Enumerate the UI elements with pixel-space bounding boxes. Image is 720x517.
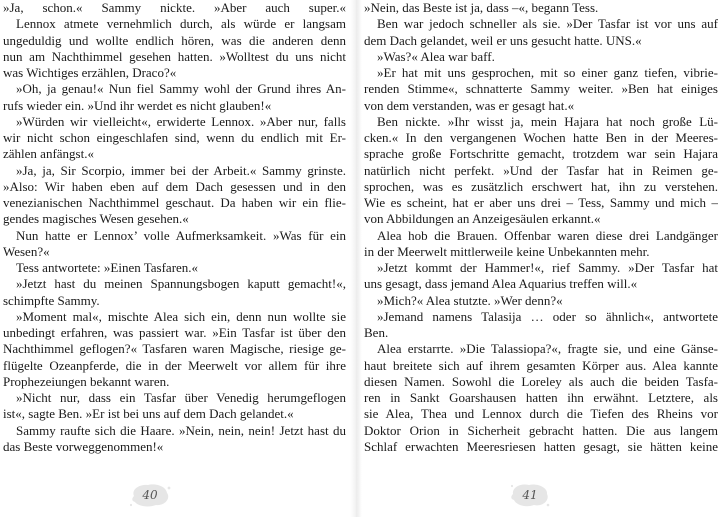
text-line: »Also: Wir haben eben auf dem Dach gesessen und in den	[3, 178, 346, 194]
text-line: zählen anfängst.«	[3, 146, 94, 162]
text-line: cken.« In den vergangenen Wochen hatte Ben in der Meeres-	[364, 130, 718, 145]
page-number	[128, 481, 172, 509]
text-line: Alea hob die Brauen. Offenbar waren diese drei Landgänger	[377, 227, 718, 243]
text-line: »Nein, das Beste ist ja, dass –«, begann Tess.	[364, 0, 599, 15]
text-line: haut breitete sich auf ihrem gesamten Körper aus. Alea kannte	[364, 357, 718, 373]
text-line: sprochen, was es zusätzlich erschwert hat, ihn zu verstehen.	[364, 178, 718, 194]
text-line: »Jetzt kommt der Hammer!«, rief Sammy. »Der Tasfar hat	[377, 260, 718, 275]
text-line: schimpfte Sammy.	[3, 292, 100, 308]
text-line: »Ja, ja, Sir Scorpio, immer bei der Arbeit.« Sammy grinste.	[16, 162, 346, 178]
text-line: Wesen?«	[3, 243, 50, 259]
text-line: natürlich nicht perfekt. »Und der Tasfar hat in Reimen ge-	[364, 162, 718, 178]
text-line: rufs wieder ein. »Und ihr werdet es nicht glauben!«	[3, 97, 272, 113]
text-line: ist«, sagte Ben. »Er ist bei uns auf dem Dach gelandet.«	[3, 406, 294, 422]
text-line: von Abbildungen an Anzeigesäulen erkannt.«	[364, 211, 601, 227]
text-line: Schlaf erwachten Meeresriesen hatten gesagt, sie hätten keine	[364, 438, 718, 454]
text-line: »Würden wir vielleicht«, erwiderte Lennox. »Aber nur, falls	[16, 113, 346, 129]
text-line: gendes magisches Wesen gesehen.«	[3, 211, 189, 227]
text-line: das Beste vorweggenommen!«	[3, 438, 164, 454]
text-line: ren in Sankt Goarshausen hatten ihn erwähnt. Letztere, als	[364, 390, 718, 405]
text-line: Wie es scheint, hat er aber uns drei – Tess, Sammy und mich –	[364, 195, 718, 210]
text-line: Lennox atmete vernehmlich durch, als würde er langsam	[16, 16, 346, 32]
page-number-label: 40	[142, 488, 158, 502]
text-line: Doktor Orion in Sicherheit gebracht hatten. Die aus langem	[364, 422, 718, 438]
text-line: Tess antwortete: »Einen Tasfaren.«	[16, 260, 199, 275]
text-line: Ben nickte. »Ihr wisst ja, mein Hajara hat noch große Lü-	[377, 113, 718, 129]
text-line: in der Meerwelt mittlerweile keine Unbekannten mehr.	[364, 243, 650, 259]
text-line: dem Dach gelandet, weil er uns gesucht hatte. UNS.«	[364, 32, 642, 48]
text-line: Ben war jedoch schneller als sie. »Der Tasfar ist vor uns auf	[377, 16, 718, 32]
text-line: was Wichtiges erzählen, Draco?«	[3, 65, 177, 80]
text-line: venezianischen Nachthimmel geschaut. Da haben wir ein flie-	[3, 195, 346, 210]
text-line: Alea erstarrte. »Die Talassiopa?«, fragte sie, und eine Gänse-	[377, 341, 718, 357]
text-line: nun am Nachthimmel gesehen hatten. »Wolltest du uns nicht	[3, 48, 346, 64]
text-line: unbedingt erfahren, was passiert war. »Ein Tasfar ist über den	[3, 325, 346, 340]
text-line: ungeduldig und wollte endlich hören, was die anderen denn	[3, 32, 346, 48]
text-line: sprache große Fortschritte gemacht, trotzdem war sein Hajara	[364, 146, 718, 162]
text-line: »Mich?« Alea stutzte. »Wer denn?«	[377, 292, 563, 308]
text-line: wir nicht schon eingeschlafen sind, wenn du endlich mit Er-	[3, 130, 346, 145]
text-line: renden Stimme«, schnatterte Sammy weiter. »Ben hat einiges	[364, 81, 718, 97]
text-line: »Oh, ja genau!« Nun fiel Sammy wohl der Grund ihres An-	[16, 81, 346, 97]
left-page-text	[0, 0, 350, 455]
text-line: von dem verstanden, was er gesagt hat.«	[364, 97, 575, 113]
text-line: »Nicht nur, dass ein Tasfar über Venedig herumgeflogen	[16, 390, 346, 405]
text-line: »Jemand namens Talasija … oder so ähnlich«, antwortete	[377, 308, 718, 324]
page-number	[508, 481, 552, 509]
text-line: »Moment mal«, mischte Alea sich ein, denn nun wollte sie	[16, 308, 346, 324]
text-line: Nun hatte er Lennox’ volle Aufmerksamkeit. »Was für ein	[16, 227, 346, 243]
text-line: sie Alea, Thea und Lennox durch die Tiefen des Rheins vor	[364, 406, 718, 422]
page-number-label: 41	[522, 488, 538, 502]
text-line: flügelte Ozeanpferde, die in der Meerwelt vor allem für ihre	[3, 357, 346, 373]
right-page	[362, 0, 720, 517]
left-page	[0, 0, 350, 517]
right-page-text	[362, 0, 720, 455]
text-line: uns gesagt, dass jemand Alea Aquarius treffen will.«	[364, 276, 638, 292]
text-line: Ben.	[364, 325, 389, 340]
book-gutter	[350, 0, 362, 517]
text-line: »Was?« Alea war baff.	[377, 48, 495, 64]
text-line: »Er hat mit uns gesprochen, mit so einer ganz tiefen, vibrie-	[377, 65, 718, 80]
text-line: »Jetzt hast du meinen Spannungsbogen kaputt gemacht!«,	[16, 276, 346, 292]
text-line: diesen Namen. Sowohl die Loreley als auch die beiden Tasfa-	[364, 373, 718, 389]
text-line: »Ja, schon.« Sammy nickte. »Aber auch super.«	[3, 0, 346, 15]
text-line: Prophezeiungen bekannt waren.	[3, 373, 170, 389]
text-line: Sammy raufte sich die Haare. »Nein, nein, nein! Jetzt hast du	[16, 422, 346, 438]
text-line: Nachthimmel geflogen?« Tasfaren waren Magische, riesige ge-	[3, 341, 346, 357]
